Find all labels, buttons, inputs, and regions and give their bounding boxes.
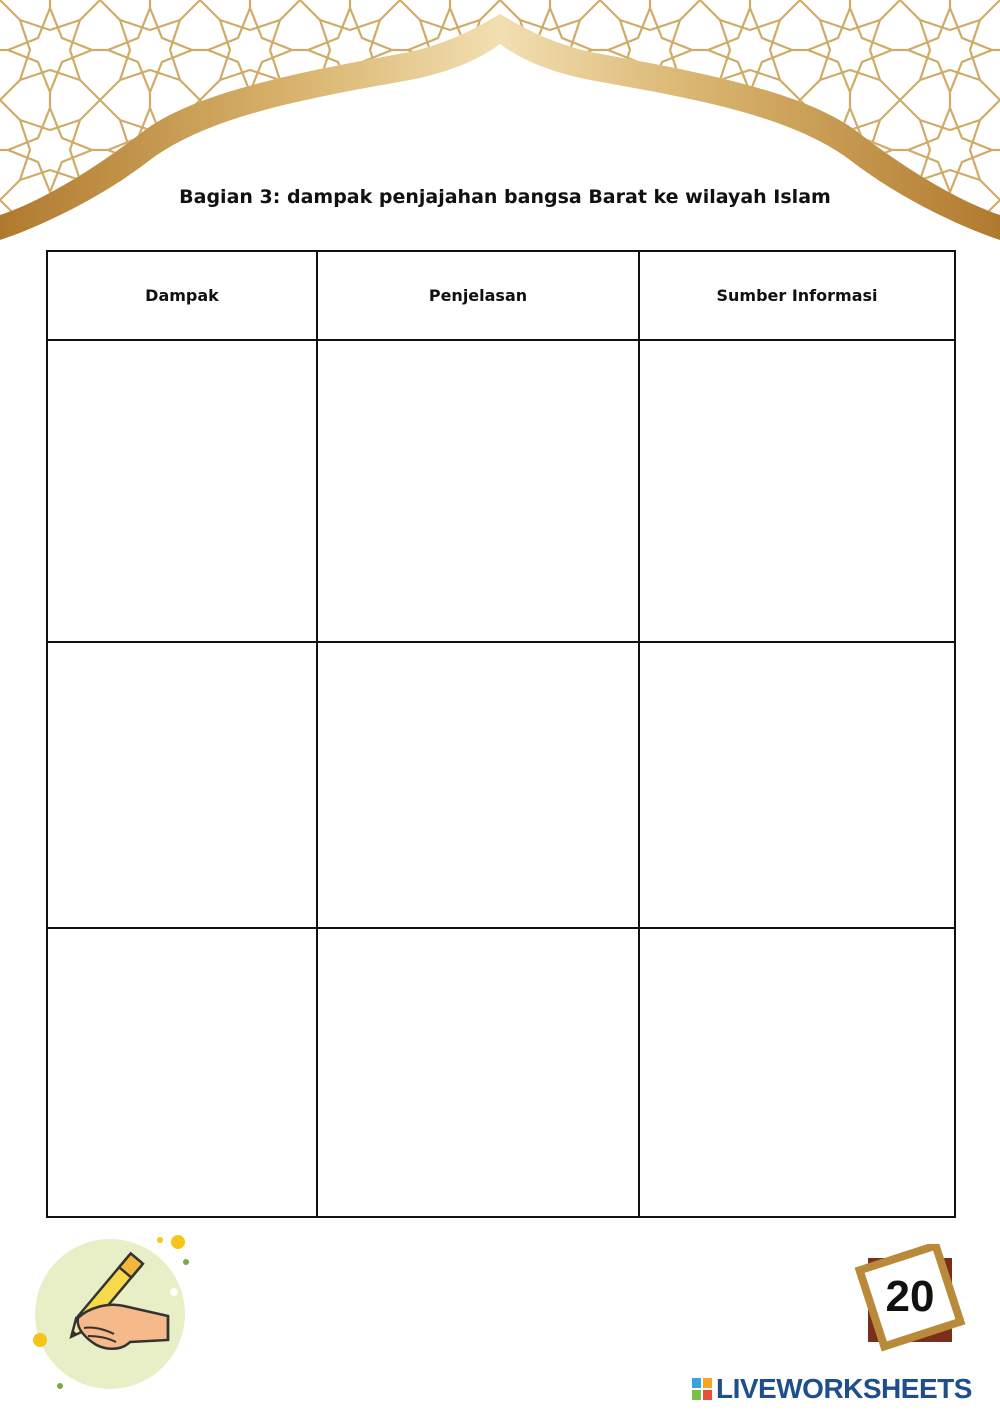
table-row [47,340,955,642]
cell-sumber-informasi[interactable] [639,928,955,1217]
cell-dampak[interactable] [47,928,317,1217]
arabesque-header-ornament [0,0,1000,250]
cell-penjelasan[interactable] [317,340,639,642]
liveworksheets-logo-icon [692,1378,712,1400]
worksheet-title: Bagian 3: dampak penjajahan bangsa Barat ke wilayah Islam [179,186,831,208]
header-penjelasan: Penjelasan [317,251,639,340]
cell-dampak[interactable] [47,642,317,928]
cell-penjelasan[interactable] [317,642,639,928]
header-sumber-informasi: Sumber Informasi [639,251,955,340]
cell-sumber-informasi[interactable] [639,642,955,928]
cell-sumber-informasi[interactable] [639,340,955,642]
liveworksheets-wordmark: LIVEWORKSHEETS [716,1373,972,1404]
table-header-row [47,251,955,340]
header-dampak: Dampak [47,251,317,340]
table-row [47,928,955,1217]
cell-dampak[interactable] [47,340,317,642]
liveworksheets-logo[interactable] [692,1374,992,1404]
table-row [47,642,955,928]
impact-table [46,250,956,1218]
hand-writing-icon [28,1232,196,1400]
page-number: 20 [885,1272,935,1321]
cell-penjelasan[interactable] [317,928,639,1217]
